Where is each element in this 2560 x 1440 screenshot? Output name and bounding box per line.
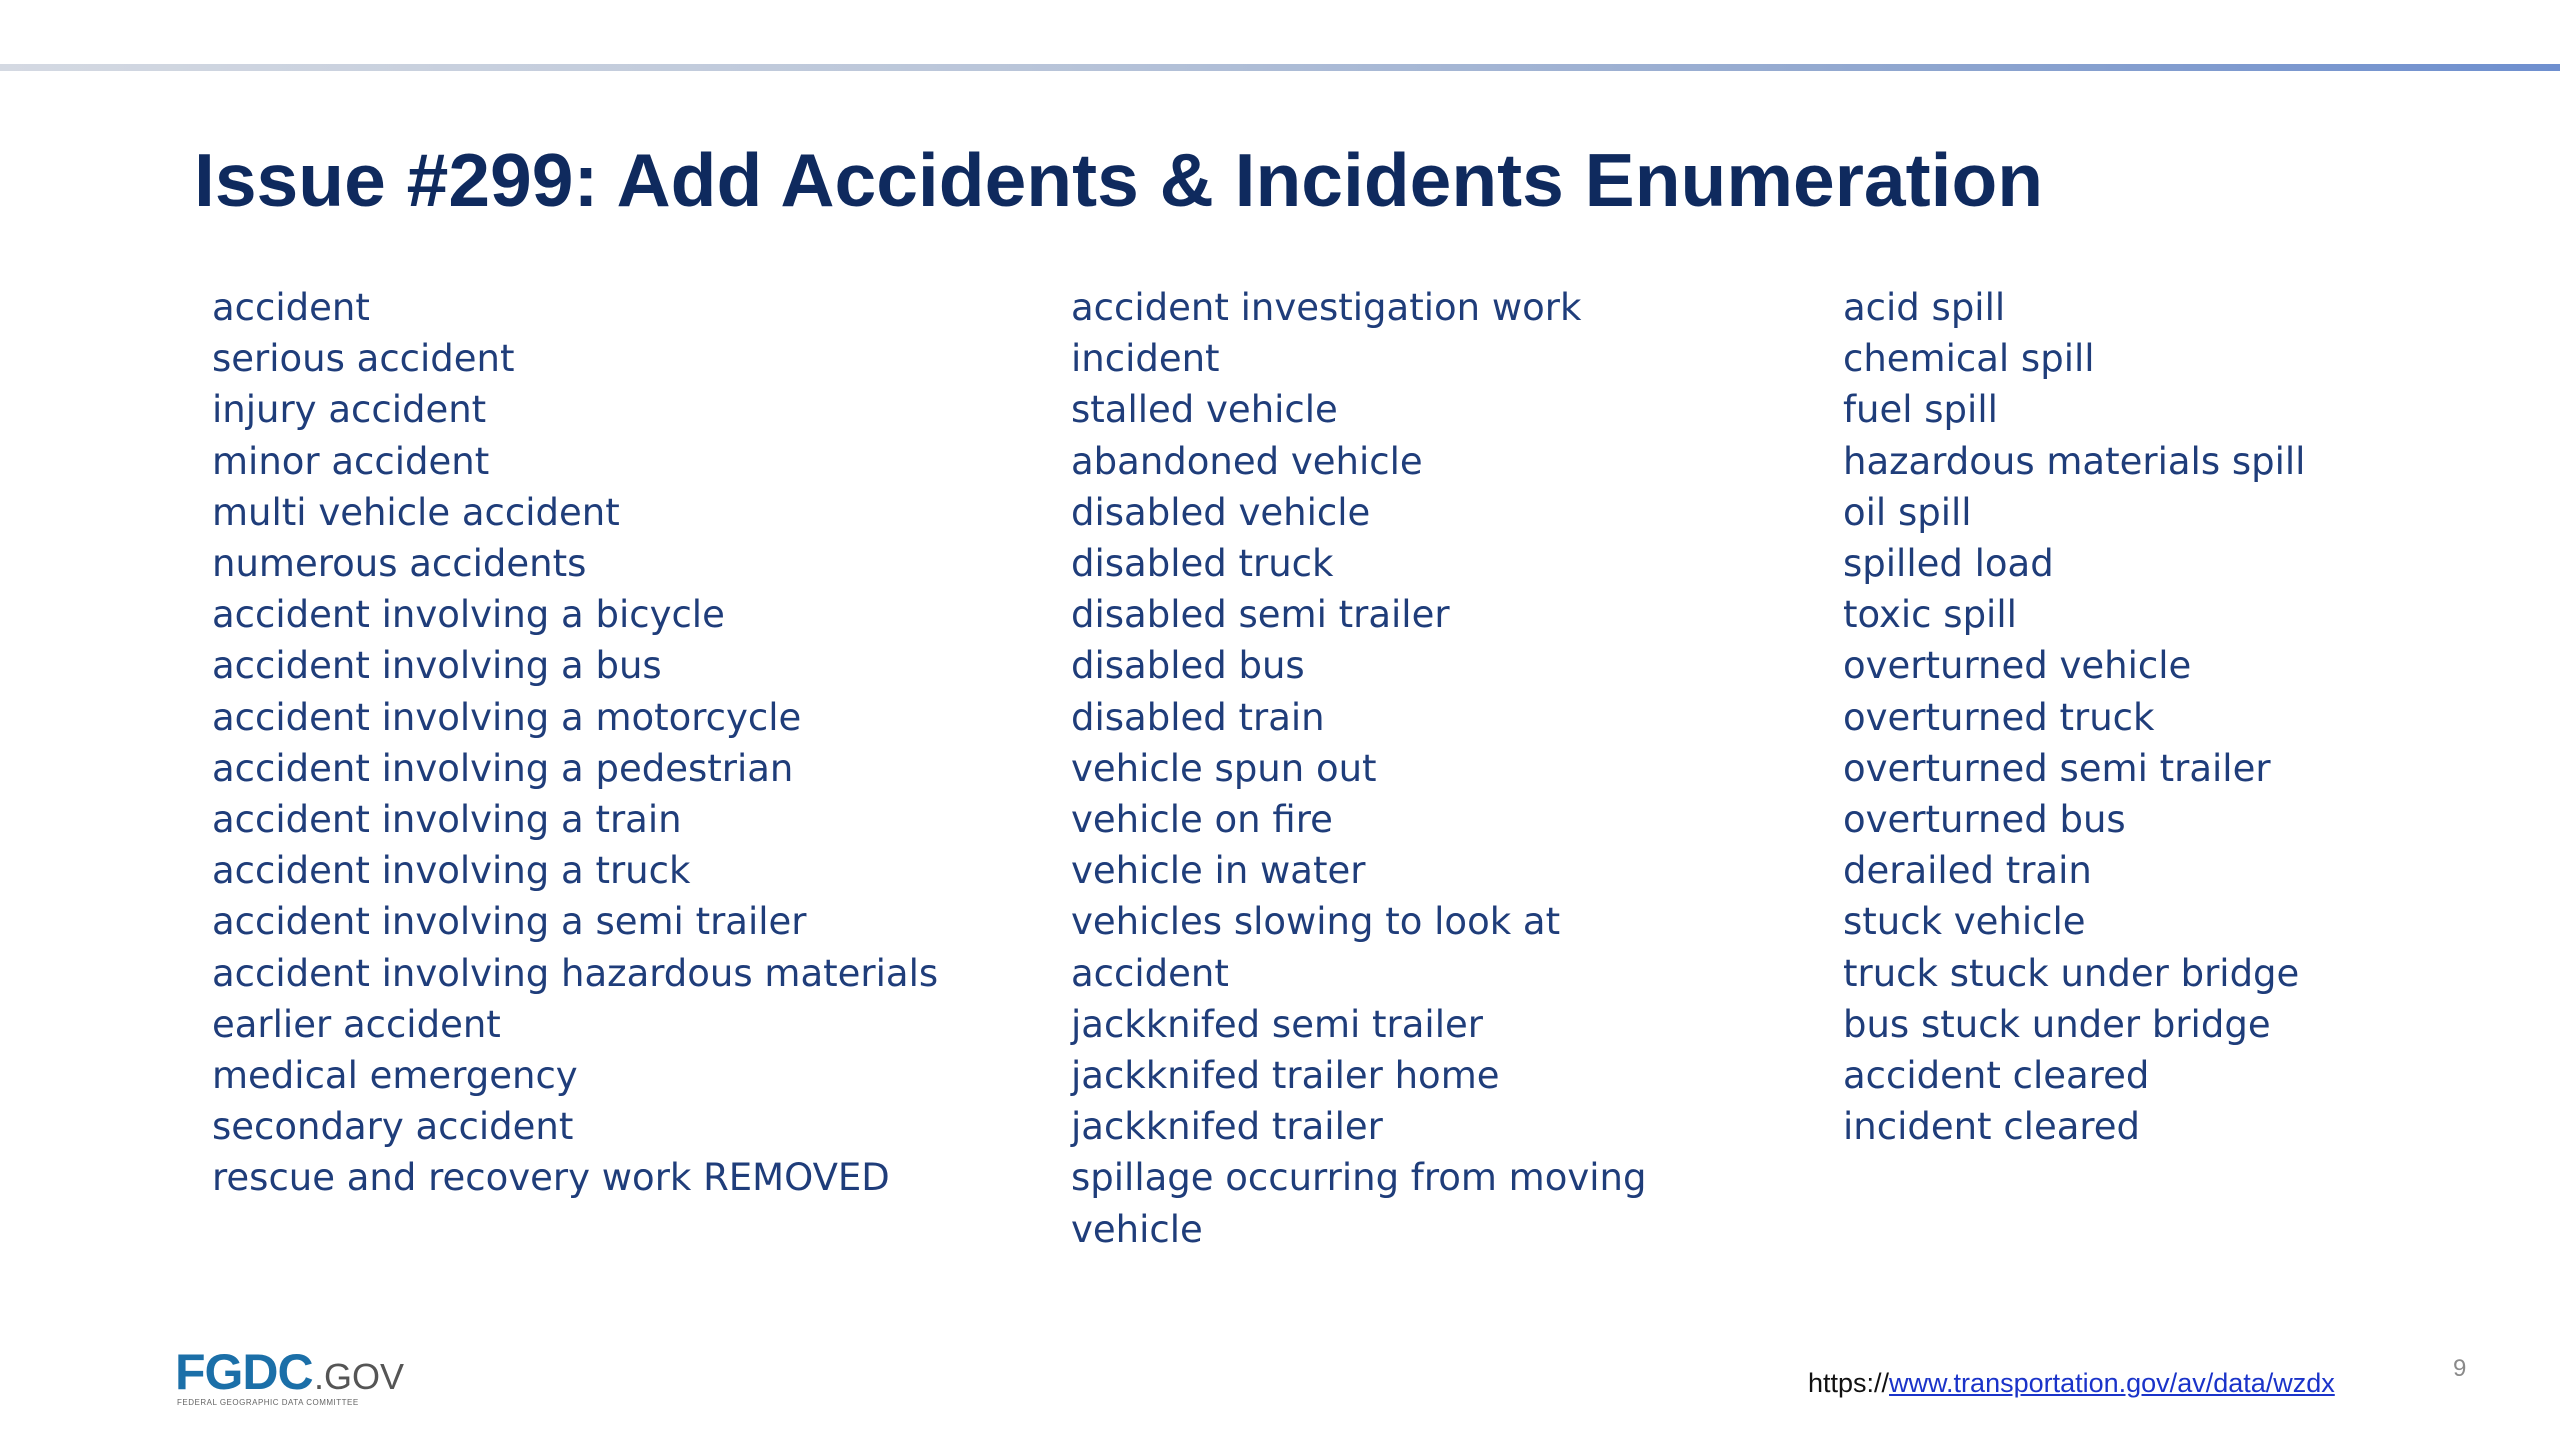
enumeration-item: chemical spill <box>1843 337 2095 381</box>
enumeration-column-2 <box>1071 282 1646 1255</box>
enumeration-item: medical emergency <box>212 1054 578 1098</box>
enumeration-item: multi vehicle accident <box>212 490 620 534</box>
footer-url <box>1808 1366 2335 1400</box>
logo-wordmark: FGDC <box>175 1344 313 1400</box>
enumeration-item: overturned bus <box>1843 798 2126 842</box>
enumeration-item: vehicles slowing to look at <box>1071 900 1561 944</box>
enumeration-item: toxic spill <box>1843 593 2017 637</box>
top-divider <box>0 64 2560 71</box>
enumeration-item: overturned truck <box>1843 695 2155 739</box>
enumeration-item: disabled semi trailer <box>1071 593 1450 637</box>
enumeration-item: rescue and recovery work REMOVED <box>212 1156 890 1200</box>
enumeration-item: accident involving a pedestrian <box>212 746 794 790</box>
enumeration-item: jackknifed trailer home <box>1071 1054 1500 1098</box>
enumeration-item: disabled bus <box>1071 644 1305 688</box>
enumeration-item: stuck vehicle <box>1843 900 2086 944</box>
enumeration-item: incident cleared <box>1843 1105 2141 1149</box>
enumeration-item: accident involving a bus <box>212 644 662 688</box>
enumeration-item: earlier accident <box>212 1002 501 1046</box>
enumeration-item: serious accident <box>212 337 515 381</box>
enumeration-item: hazardous materials spill <box>1843 439 2306 483</box>
enumeration-item: disabled truck <box>1071 542 1334 586</box>
enumeration-item: overturned semi trailer <box>1843 746 2271 790</box>
enumeration-item: minor accident <box>212 439 490 483</box>
enumeration-item: accident involving a motorcycle <box>212 695 802 739</box>
enumeration-item: accident <box>1071 951 1229 995</box>
enumeration-item: acid spill <box>1843 286 2006 329</box>
enumeration-column-1 <box>212 282 938 1204</box>
enumeration-item: accident involving a train <box>212 798 682 842</box>
enumeration-item: vehicle <box>1071 1207 1203 1251</box>
enumeration-item: secondary accident <box>212 1105 574 1149</box>
enumeration-item: vehicle on fire <box>1071 798 1333 842</box>
slide-title: Issue #299: Add Accidents & Incidents Enumeration <box>194 138 2044 222</box>
enumeration-item: accident involving a bicycle <box>212 593 725 637</box>
enumeration-item: stalled vehicle <box>1071 388 1338 432</box>
enumeration-item: vehicle spun out <box>1071 746 1377 790</box>
enumeration-item: accident <box>212 286 370 329</box>
enumeration-item: numerous accidents <box>212 542 587 586</box>
slide-number: 9 <box>2453 1355 2467 1382</box>
enumeration-item: disabled train <box>1071 695 1325 739</box>
enumeration-item: incident <box>1071 337 1220 381</box>
enumeration-item: spilled load <box>1843 542 2054 586</box>
enumeration-item: accident investigation work <box>1071 286 1582 329</box>
fgdc-logo <box>175 1344 405 1408</box>
enumeration-item: jackknifed semi trailer <box>1071 1002 1483 1046</box>
enumeration-item: disabled vehicle <box>1071 490 1371 534</box>
enumeration-item: derailed train <box>1843 849 2092 893</box>
enumeration-item: oil spill <box>1843 490 1972 534</box>
enumeration-item: injury accident <box>212 388 487 432</box>
enumeration-item: fuel spill <box>1843 388 1998 432</box>
enumeration-item: accident involving hazardous materials <box>212 951 939 995</box>
enumeration-item: accident involving a truck <box>212 849 691 893</box>
enumeration-item: bus stuck under bridge <box>1843 1002 2271 1046</box>
enumeration-item: overturned vehicle <box>1843 644 2192 688</box>
logo-tagline: FEDERAL GEOGRAPHIC DATA COMMITTEE <box>177 1398 359 1407</box>
enumeration-item: accident involving a semi trailer <box>212 900 807 944</box>
enumeration-column-3 <box>1843 282 2305 1152</box>
enumeration-item: truck stuck under bridge <box>1843 951 2300 995</box>
footer-link[interactable]: www.transportation.gov/av/data/wzdx <box>1889 1368 2335 1398</box>
logo-suffix: .GOV <box>314 1356 405 1397</box>
enumeration-item: jackknifed trailer <box>1071 1105 1383 1149</box>
enumeration-item: spillage occurring from moving <box>1071 1156 1647 1200</box>
footer-url-prefix: https:// <box>1808 1368 1890 1398</box>
enumeration-item: abandoned vehicle <box>1071 439 1423 483</box>
enumeration-item: accident cleared <box>1843 1054 2150 1098</box>
enumeration-item: vehicle in water <box>1071 849 1366 893</box>
